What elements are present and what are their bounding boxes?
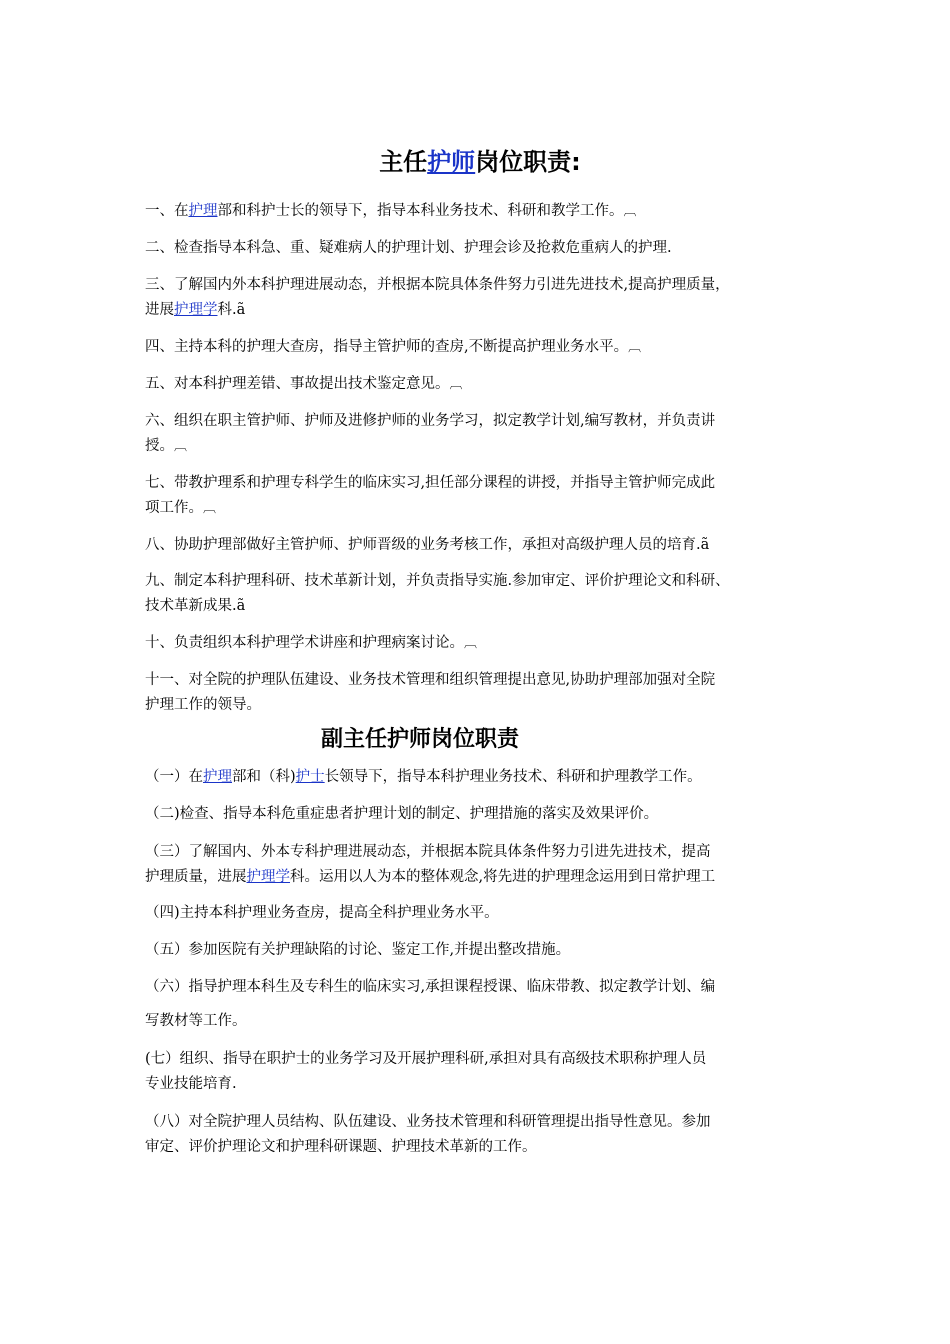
duty-item-2: 二、检查指导本科急、重、疑难病人的护理计划、护理会诊及抢救危重病人的护理.	[145, 240, 672, 256]
text: 项工作。	[145, 499, 203, 516]
link-hushi[interactable]: 护士	[295, 769, 325, 785]
text: 十、负责组织本科护理学术讲座和护理病案讨论。	[145, 635, 464, 651]
duty-item-9	[145, 569, 825, 618]
text: （六）指导护理本科生及专科生的临床实习,承担课程授课、临床带教、拟定教学计划、编	[145, 979, 716, 995]
text: 六、组织在职主管护师、护师及进修护师的业务学习，拟定教学计划,编写教材，并负责讲	[145, 413, 716, 429]
duty-item-3	[145, 273, 825, 322]
link-huli[interactable]: 护理	[203, 769, 232, 785]
text: 九、制定本科护理科研、技术革新计划，并负责指导实施.参加审定、评价护理论文和科研、	[145, 573, 730, 589]
paragraph-mark: ︹	[623, 204, 637, 219]
deputy-item-4: （四)主持本科护理业务查房，提高全科护理业务水平。	[145, 905, 499, 921]
deputy-item-8	[145, 1110, 825, 1159]
paragraph-mark: ︹	[449, 377, 463, 392]
text: 护理工作的领导。	[145, 696, 261, 713]
duty-item-10	[145, 631, 825, 657]
text: 护理质量，进展	[145, 868, 247, 885]
duty-item-1	[145, 199, 825, 225]
title-suffix: 岗位职责:	[475, 148, 581, 176]
text: 写教材等工作。	[145, 1012, 247, 1029]
text: 审定、评价护理论文和护理科研课题、护理技术革新的工作。	[145, 1138, 537, 1155]
text: 七、带教护理系和护理专科学生的临床实习,担任部分课程的讲授，并指导主管护师完成此	[145, 475, 716, 491]
page-title	[0, 142, 950, 182]
link-huli[interactable]: 护理	[188, 203, 218, 219]
deputy-item-5: （五）参加医院有关护理缺陷的讨论、鉴定工作,并提出整改措施。	[145, 942, 571, 958]
duty-item-6	[145, 409, 825, 459]
text: 长领导下，指导本科护理业务技术、科研和护理教学工作。	[324, 769, 702, 785]
deputy-item-3	[145, 840, 825, 889]
text: （一）在	[145, 769, 203, 785]
text: 一、在	[145, 203, 189, 219]
text: （三）了解国内、外本专科护理进展动态，并根据本院具体条件努力引进先进技术，提高	[145, 844, 711, 860]
paragraph-mark: ︹	[174, 438, 188, 454]
deputy-item-1	[145, 765, 825, 790]
text: 科.ã	[217, 301, 246, 318]
deputy-item-2: （二)检查、指导本科危重症患者护理计划的制定、护理措施的落实及效果评价。	[145, 806, 659, 822]
text: 进展	[145, 301, 174, 318]
link-hulixue[interactable]: 护理学	[174, 301, 218, 318]
text: 四、主持本科的护理大查房，指导主管护师的查房,不断提高护理业务水平。	[145, 339, 629, 355]
paragraph-mark: ︹	[203, 500, 217, 516]
text: 十一、对全院的护理队伍建设、业务技术管理和组织管理提出意见,协助护理部加强对全院	[145, 672, 716, 688]
text: 三、了解国内外本科护理进展动态，并根据本院具体条件努力引进先进技术,提高护理质量，	[145, 277, 730, 293]
text: 部和科护士长的领导下，指导本科业务技术、科研和教学工作。	[217, 203, 624, 219]
title-link-hushi[interactable]: 护师	[427, 148, 476, 176]
text: 专业技能培育.	[145, 1075, 237, 1092]
deputy-item-6	[145, 975, 825, 1033]
deputy-item-7	[145, 1047, 825, 1096]
link-hulixue[interactable]: 护理学	[246, 868, 290, 885]
duty-item-4	[145, 335, 825, 361]
duty-item-8: 八、协助护理部做好主管护师、护师晋级的业务考核工作，承担对高级护理人员的培育.ã	[145, 537, 710, 553]
text: 科。运用以人为本的整体观念,将先进的护理理念运用到日常护理工	[290, 868, 716, 885]
text: (七）组织、指导在职护士的业务学习及开展护理科研,承担对具有高级技术职称护理人员	[145, 1051, 707, 1067]
duty-item-5	[145, 372, 825, 398]
text: 授。	[145, 437, 174, 454]
text: 技术革新成果.ã	[145, 597, 246, 614]
text: 部和（科)	[232, 769, 296, 785]
text: 五、对本科护理差错、事故提出技术鉴定意见。	[145, 376, 450, 392]
paragraph-mark: ︹	[464, 636, 478, 651]
section-title: 副主任护师岗位职责	[320, 727, 519, 752]
duty-item-11	[145, 668, 825, 717]
duty-item-7	[145, 471, 825, 521]
paragraph-mark: ︹	[628, 340, 642, 355]
title-prefix: 主任	[379, 148, 428, 176]
text: （八）对全院护理人员结构、队伍建设、业务技术管理和科研管理提出指导性意见。参加	[145, 1114, 711, 1130]
